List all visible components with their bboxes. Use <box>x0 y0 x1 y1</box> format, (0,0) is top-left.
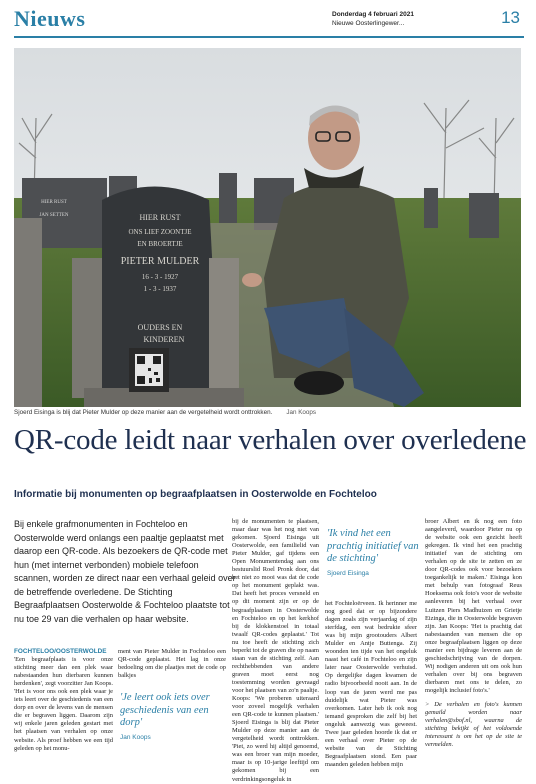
section-title: Nieuws <box>14 6 86 31</box>
pull-quote-2-author: Sjoerd Eisinga <box>327 569 369 577</box>
stone-line-6: 1 - 3 - 1937 <box>143 285 177 293</box>
stone-line-2: ONS LIEF ZOONTJE <box>128 228 192 236</box>
column-4 <box>325 600 417 769</box>
column-4-text: het Fochteloërveen. Ik herinner me nog goed dat er op bijzondere dagen zoals zijn verjaardag of zijn sterfdag, een wat bedrukte sfeer was bij mijn grootouders Albert Mulder en Antje Buttenga. Zij woonden ten tijde van het ongeluk naast het café in Fochteloo en zijn later naar Oosterwolde verhuisd. Op dergelijke dagen kwamen de radio bijvoorbeeld nooit aan. In de loop van de jaren werd me pas duidelijk wat Pieter was overkomen. Later heb ik ook nog iemand gesproken die zelf bij het ongeluk aanwezig was geweest. Twee jaar geleden hoorde ik dat er een verhaal over Pieter op de website van de Stichting Begraafplaatsen stond. Een paar maanden geleden hebben mijn <box>325 600 417 768</box>
caption-text: Sjoerd Eisinga is blij dat Pieter Mulder op deze manier aan de vergetelheid wordt onttrokken. <box>14 409 273 416</box>
column-5-text: broer Albert en ik nog een foto aangeleverd, waardoor Pieter nu op de website ook een gezicht heeft gekregen. Ik vind het een prachtig initiatief van de stichting om verhalen op de site te zetten en ze door QR-codes ook voor bezoekers toegankelijk te maken.' Eisinga kon met behulp van fotograaf Reus Hoeksema ook foto's voor de website aanleveren bij het verhaal over Luitzen Piers Madhuizen en Grietje Eizinga, die in Oosterwolde begraven zijn. Jan Koops: 'Het is prachtig dat nabestaanden van mensen die op onze begraafplaatsen liggen op deze manier een bijdrage leveren aan de geschiedschrijving van de dorpen. Wij nodigen anderen uit om ook hun verhalen over bij ons begraven dierbaren met ons te delen, zo mogelijk inclusief foto's.' <box>425 518 522 694</box>
photo-caption <box>14 409 521 416</box>
header-meta <box>332 10 414 28</box>
column-1 <box>14 648 113 753</box>
pull-quote-2 <box>327 528 427 580</box>
cemetery-photo <box>14 48 521 407</box>
issue-date: Donderdag 4 februari 2021 <box>332 11 414 18</box>
page-header <box>14 6 524 34</box>
stone-line-1: HIER RUST <box>139 213 181 222</box>
article-subhead: Informatie bij monumenten op begraafplaatsen in Oosterwolde en Fochteloo <box>14 489 377 500</box>
page-number: 13 <box>501 8 520 27</box>
column-2 <box>118 648 226 680</box>
stone-line-7: OUDERS EN <box>137 323 183 332</box>
stone-line-3: EN BROERTJE <box>137 240 183 248</box>
pull-quote-1-text: 'Je leert ook iets over geschiedenis van een dorp' <box>120 692 210 728</box>
photo-illustration <box>14 48 521 407</box>
stone-line-4: PIETER MULDER <box>120 256 200 267</box>
article-headline: QR-code leidt naar verhalen over overledene <box>14 424 527 456</box>
paper-name: Nieuwe Oosterlingewer... <box>332 20 405 27</box>
column-2-text: ment van Pieter Mulder in Fochteloo een QR-code geplaatst. Het lag in onze bedoeling om die plaatjes met de code op balkjes <box>118 648 226 680</box>
editor-note: > De verhalen en foto's kunnen gemaild worden naar verhalen@sbof.nl, waarna de stichting bekijkt of het voldoende interessant is om het op de site te vermelden. <box>425 701 522 749</box>
column-1-text: 'Een begraafplaats is voor onze stichting meer dan een plek waar nabestaanden hun dierbaren kunnen herdenken', zegt voorzitter Jan Koops. 'Het is voor ons ook een plek waar je iets leert over de geschiedenis van een dorp en over de levens van de mensen die er begraven liggen. Daarom zijn wij enkele jaren geleden gestart met het plaatsen van verhalen op onze website. Als proef hebben we een tijd geleden op het monu- <box>14 656 113 752</box>
qr-code-plaque <box>129 348 169 392</box>
header-rule <box>14 36 524 38</box>
pull-quote-2-text: 'Ik vind het een prachtig initiatief van de stichting' <box>327 528 419 564</box>
column-3-text: bij de monumenten te plaatsen, maar daar was het nog niet van gekomen. Sjoerd Eisinga uit Oosterwolde, een familielid van Pieter Mulder, gaf tijdens een Open Monumentendag aan ons bestuurslid Roel Pronk door, dat het niet zo mooi was dat de code op het monument geplakt was. Dat heeft het proces versneld en op dit moment zijn er op de begraafplaatsen in Oosterwolde en Fochteloo en op het kerkhof bij de klokkenstoel in totaal twaalf QR-codes geplaatst.' Tot nu toe heeft de stichting zich beperkt tot de graven die op naam staan van de stichting zelf. Aan rechthebbenden van andere graven moet eerst nog toestemming worden gevraagd voor het plaatsen van zo'n paaltje. Koops: 'We proberen uiteraard voor zoveel mogelijk verhalen een QR-code te kunnen plaatsen.' Sjoerd Eisinga is blij dat Pieter Mulder op deze manier aan de vergetelheid wordt onttrokken. 'Piet, zo werd hij altijd genoemd, was een broer van mijn moeder, maar is op 10-jarige leeftijd om gekomen bij een verdrinkingsongeluk in <box>232 518 319 783</box>
stone-line-8: KINDEREN <box>143 335 185 344</box>
dateline: FOCHTELOO/OOSTERWOLDE <box>14 648 107 655</box>
bg-stone-line-2: JAN SETTEN <box>39 213 69 218</box>
photo-credit: Jan Koops <box>286 409 317 416</box>
editor-note-text: De verhalen en foto's kunnen gemaild worden naar verhalen@sbof.nl, waarna de stichting bekijkt of het voldoende interessant is om het op de site te vermelden. <box>425 701 522 749</box>
stone-line-5: 16 - 3 - 1927 <box>141 273 179 281</box>
pull-quote-1-author: Jan Koops <box>120 733 151 741</box>
column-5 <box>425 518 522 749</box>
pull-quote-1 <box>120 692 228 744</box>
column-3 <box>232 518 319 784</box>
bg-stone-line-1: HIER RUST <box>41 200 67 205</box>
article-intro: Bij enkele grafmonumenten in Fochteloo en Oosterwolde werd onlangs een paaltje geplaatst met daarop een QR-code. Als bezoekers de QR-code met hun (met internet verbonden) mobiele telefoon scannen, worden ze direct naar een verhaal geleid over de betreffende overledene. De Stichting Begraafplaatsen Oosterwolde & Fochteloo plaatste tot nu toe 29 van die verhalen op haar website. <box>14 519 236 624</box>
